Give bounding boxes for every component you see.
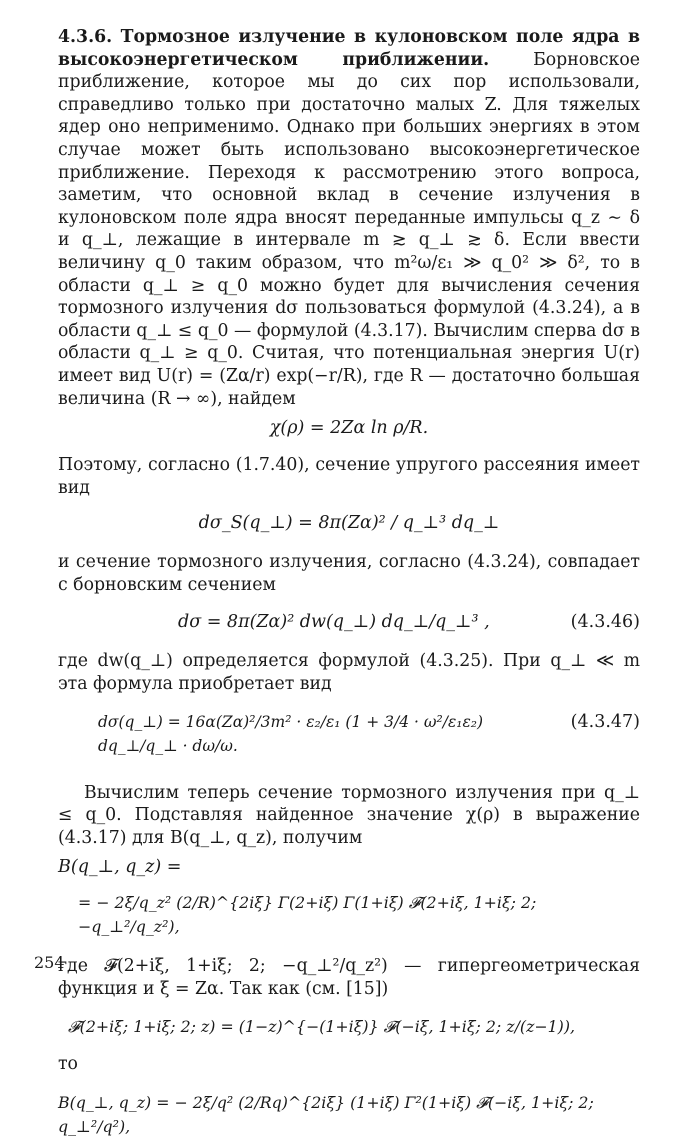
equation-F-transform-body: 𝓕(2+iξ; 1+iξ; 2; z) = (1−z)^{−(1+iξ)} 𝓕(−iξ, 1+iξ; 2; z/(z−1)), — [68, 1016, 576, 1036]
equation-B-line-1 — [58, 855, 640, 879]
equation-4-3-47-number: (4.3.47) — [570, 711, 640, 732]
equation-B-line-1-body: B(q_⊥, q_z) = — [58, 857, 182, 878]
paragraph-compute: Вычислим теперь сечение тормозного излучения при q_⊥ ≤ q_0. Подставляя найденное значение χ(ρ) в выражение (4.3.17) для B(q_⊥, q_z), получим — [58, 782, 640, 848]
section-intro: Борновское приближение, которое мы до сих пор использовали, справедливо только при достаточно малых Z. Для тяжелых ядер оно неприменимо. Однако при больших энергиях в этом случае может быть использовано высокоэнергетическое приближение. Переходя к рассмотрению этого вопроса, заметим, что основной вклад в сечение излучения в кулоновском поле ядра вносят переданные импульсы q_z ∼ δ и q_⊥, лежащие в интервале m ≳ q_⊥ ≳ δ. Если ввести величину q_0 таким образом, что m²ω/ε₁ ≫ q_0² ≫ δ², то в области q_⊥ ≥ q_0 можно будет для вычисления сечения тормозного излучения dσ пользоваться формулой (4.3.24), а в области q_⊥ ≤ q_0 — формулой (4.3.17). Вычислим сперва dσ в области q_⊥ ≥ q_0. Считая, что потенциальная энергия U(r) имеет вид U(r) = (Zα/r) exp(−r/R), где R — достаточно большая величина (R → ∞), найдем — [58, 49, 640, 409]
paragraph-brems: и сечение тормозного излучения, согласно (4.3.24), совпадает с борновским сечением — [58, 552, 640, 595]
equation-4-3-46 — [58, 610, 640, 634]
equation-B-final-body: B(q_⊥, q_z) = − 2ξ/q² (2/Rq)^{2iξ} (1+iξ) Γ²(1+iξ) 𝓕(−iξ, 1+iξ; 2; q_⊥²/q²), — [58, 1093, 594, 1137]
equation-4-3-46-body: dσ = 8π(Zα)² dw(q_⊥) dq_⊥/q_⊥³ , — [178, 612, 490, 633]
equation-4-3-47 — [58, 710, 640, 758]
equation-4-3-47-body: dσ(q_⊥) = 16α(Zα)²/3m² · ε₂/ε₁ (1 + 3/4 · ω²/ε₁ε₂) dq_⊥/q_⊥ · dω/ω. — [98, 712, 484, 755]
paragraph-where-dw: где dw(q_⊥) определяется формулой (4.3.25). При q_⊥ ≪ m эта формула приобретает вид — [58, 651, 640, 695]
equation-elastic — [58, 511, 640, 535]
equation-B-final — [58, 1091, 640, 1139]
paragraph-therefore: Поэтому, согласно (1.7.40), сечение упругого рассеяния имеет вид — [58, 455, 640, 498]
equation-elastic-body: dσ_S(q_⊥) = 8π(Zα)² / q_⊥³ dq_⊥ — [198, 513, 500, 534]
section-paragraph — [58, 26, 640, 410]
paragraph-then: то — [58, 1053, 78, 1074]
equation-4-3-46-number: (4.3.46) — [570, 612, 640, 633]
page-content — [58, 20, 640, 1139]
equation-B-line-2 — [58, 891, 640, 939]
section-heading: 4.3.6. Тормозное излучение в кулоновском поле ядра в высокоэнергетическом приближении. — [58, 27, 640, 70]
equation-chi-body: χ(ρ) = 2Zα ln ρ/R. — [269, 418, 429, 439]
paragraph-where-F: где 𝓕(2+iξ, 1+iξ; 2; −q_⊥²/q_z²) — гипергеометрическая функция и ξ = Zα. Так как (см. [15]) — [58, 956, 640, 1000]
page-number: 254 — [34, 953, 65, 972]
equation-B-line-2-body: = − 2ξ/q_z² (2/R)^{2iξ} Γ(2+iξ) Γ(1+iξ) 𝓕(2+iξ, 1+iξ; 2; −q_⊥²/q_z²), — [78, 893, 537, 937]
equation-F-transform — [58, 1015, 640, 1039]
equation-chi — [58, 416, 640, 440]
